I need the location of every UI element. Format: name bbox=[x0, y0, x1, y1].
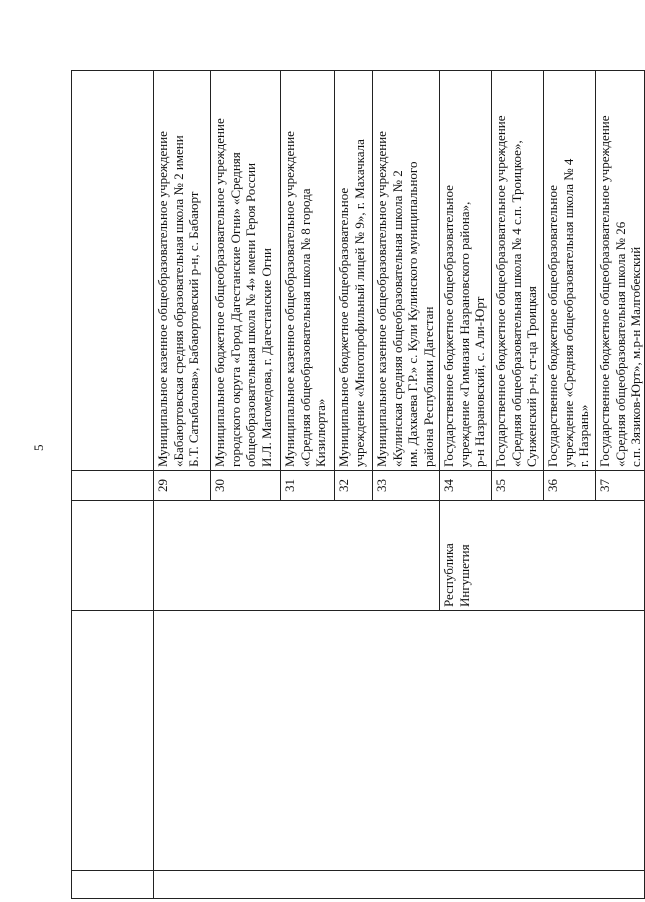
name-line: Государственное бюджетное общеобразовательное учреждение bbox=[597, 115, 612, 467]
name-line: Государственное бюджетное общеобразовательное bbox=[545, 185, 560, 467]
name-line: «Средняя общеобразовательная школа № 4 с.п. Троицкое», bbox=[508, 140, 524, 467]
row-number: 36 bbox=[544, 471, 596, 501]
school-name bbox=[373, 71, 440, 471]
row-number: 37 bbox=[596, 471, 645, 501]
school-name bbox=[281, 71, 335, 471]
table-row bbox=[154, 71, 211, 899]
name-line: «Средняя общеобразовательная школа № 8 города bbox=[297, 188, 313, 467]
row-number: 35 bbox=[492, 471, 544, 501]
school-name bbox=[492, 71, 544, 471]
row-number: 29 bbox=[154, 471, 211, 501]
empty-cell bbox=[72, 871, 154, 899]
rotated-table-container bbox=[71, 71, 643, 899]
name-line: общеобразовательная школа № 4» имени Героя России bbox=[243, 162, 258, 467]
school-name bbox=[211, 71, 281, 471]
schools-table bbox=[71, 70, 645, 899]
name-line: Сунженский р-н, ст-ца Троицкая bbox=[524, 286, 539, 467]
name-line: Муниципальное казенное общеобразовательное учреждение bbox=[374, 131, 389, 467]
name-line: И.Л. Магомедова, г. Дагестанские Огни bbox=[258, 247, 274, 467]
school-name bbox=[154, 71, 211, 471]
name-line: учреждение «Средняя общеобразовательная школа № 4 bbox=[560, 158, 576, 467]
name-line: с.п. Зязиков-Юрт», м.р-н Малгобекский bbox=[628, 246, 643, 467]
school-name bbox=[544, 71, 596, 471]
name-line: «Средняя общеобразовательная школа № 26 bbox=[612, 221, 628, 467]
name-line: Муниципальное казенное общеобразовательное учреждение bbox=[282, 131, 297, 467]
name-line: Муниципальное бюджетное общеобразовательное учреждение bbox=[212, 118, 227, 467]
name-line: Б.Т. Сатыбалова», Бабаюртовский р-н, с. Бабаюрт bbox=[186, 191, 201, 467]
name-line: р-н Назрановский, с. Али-Юрт bbox=[472, 296, 487, 467]
region-cell-dagestan bbox=[154, 501, 440, 611]
empty-cell bbox=[72, 501, 154, 611]
name-line: района Республики Дагестан bbox=[420, 306, 436, 467]
row-number: 33 bbox=[373, 471, 440, 501]
empty-cell bbox=[72, 471, 154, 501]
name-line: им. Дахкаева Г.Р.» с. Кули Кулинского муниципального bbox=[405, 161, 420, 467]
name-line: Муниципальное бюджетное общеобразовательное bbox=[336, 187, 351, 467]
empty-cell bbox=[154, 871, 645, 899]
name-line: г. Назрань» bbox=[576, 404, 591, 467]
name-line: Государственное бюджетное общеобразовательное учреждение bbox=[493, 115, 508, 467]
name-line: «Бабаюртовская средняя образовательная школа № 2 имени bbox=[170, 135, 186, 467]
school-name bbox=[596, 71, 645, 471]
name-line: Кизилюрта» bbox=[313, 398, 328, 467]
empty-cell bbox=[154, 611, 645, 871]
empty-cell bbox=[72, 611, 154, 871]
name-line: учреждение «Гимназия Назрановского района», bbox=[456, 201, 472, 467]
empty-cell bbox=[72, 71, 154, 471]
school-name bbox=[440, 71, 492, 471]
table-header-row bbox=[72, 71, 154, 899]
page-number: 5 bbox=[31, 444, 46, 451]
row-number: 34 bbox=[440, 471, 492, 501]
row-number: 31 bbox=[281, 471, 335, 501]
name-line: Государственное бюджетное общеобразовательное bbox=[441, 185, 456, 467]
name-line: учреждение «Многопрофильный лицей № 9», г. Махачкала bbox=[351, 139, 367, 467]
school-name bbox=[335, 71, 373, 471]
region-cell-ingushetia: Республика Ингушетия bbox=[440, 501, 645, 611]
row-number: 30 bbox=[211, 471, 281, 501]
name-line: городского округа «Город Дагестанские Огни» «Средняя bbox=[227, 152, 243, 467]
row-number: 32 bbox=[335, 471, 373, 501]
name-line: «Кулинская средняя общеобразовательная школа № 2 bbox=[389, 170, 405, 467]
name-line: Муниципальное казенное общеобразовательное учреждение bbox=[155, 131, 170, 467]
